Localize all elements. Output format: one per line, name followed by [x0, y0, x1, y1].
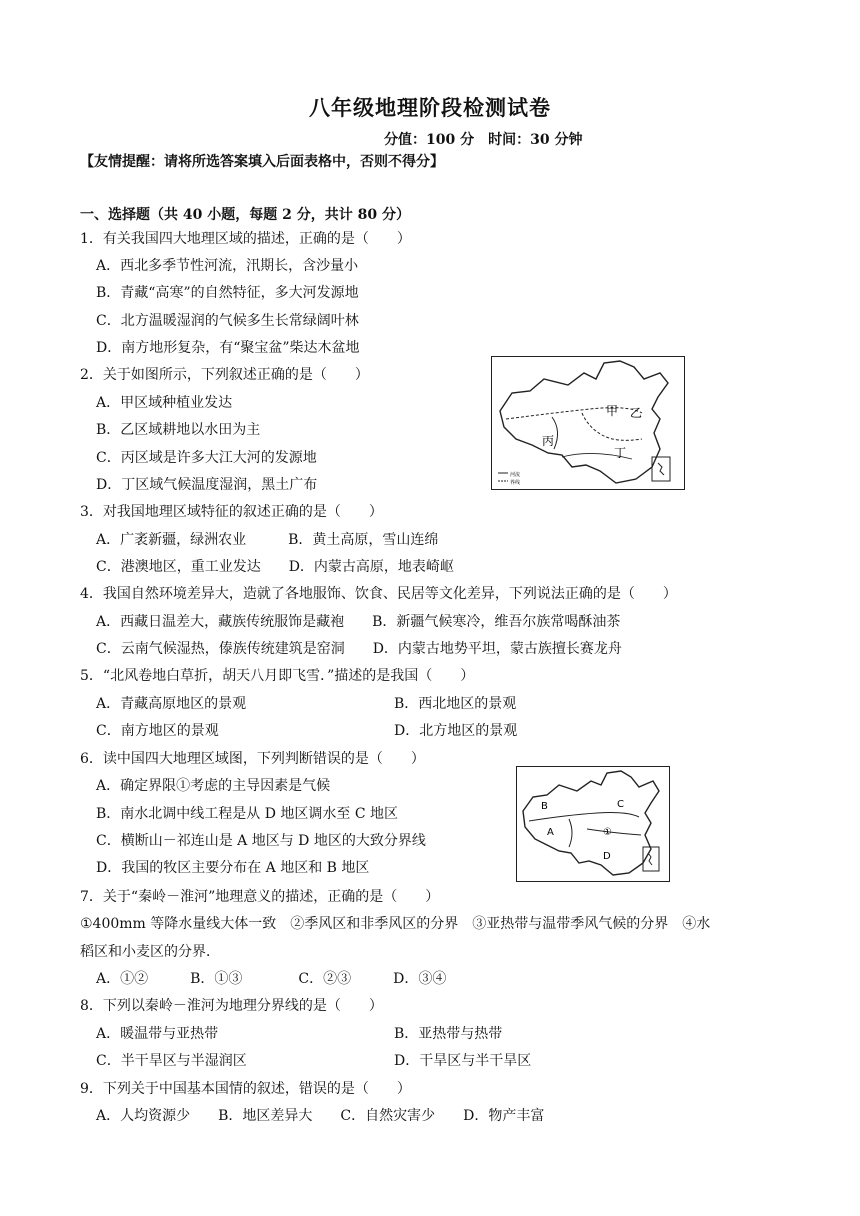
question-3-stem: 3．对我国地理区域特征的叙述正确的是（ ）: [80, 504, 383, 520]
question-6-stem: 6．读中国四大地理区域图，下列判断错误的是（ ）: [80, 751, 425, 767]
question-5-option-a: A．青藏高原地区的景观: [96, 696, 247, 712]
question-5-option-b: B．西北地区的景观: [394, 696, 517, 712]
question-1-option-a: A．西北多季节性河流，汛期长，含沙量小: [96, 258, 359, 274]
question-3-options-ab: A．广袤新疆，绿洲农业 B．黄土高原，雪山连绵: [96, 532, 439, 548]
map2-label-d: D: [603, 851, 611, 862]
map2-label-c: C: [617, 799, 624, 810]
question-5-option-d: D．北方地区的景观: [394, 723, 518, 739]
reminder-note: 【友情提醒：请将所选答案填入后面表格中，否则不得分】: [80, 154, 444, 170]
question-1-stem: 1．有关我国四大地理区域的描述，正确的是（ ）: [80, 231, 411, 247]
question-6-option-d: D．我国的牧区主要分布在 A 地区和 B 地区: [96, 860, 370, 876]
question-1-option-d: D．南方地形复杂，有“聚宝盆”柴达木盆地: [96, 340, 360, 356]
question-7-options: A．①② B．①③ C．②③ D．③④: [96, 971, 447, 987]
china-regions-map-1: [491, 356, 685, 490]
question-2-option-d: D．丁区域气候温度湿润，黑土广布: [96, 477, 318, 493]
question-8-stem: 8．下列以秦岭－淮河为地理分界线的是（ ）: [80, 998, 383, 1014]
question-9-stem: 9．下列关于中国基本国情的叙述，错误的是（ ）: [80, 1081, 411, 1097]
map1-legend-river: 河流: [510, 472, 521, 478]
question-4-stem: 4．我国自然环境差异大，造就了各地服饰、饮食、民居等文化差异，下列说法正确的是（ ）: [80, 586, 677, 602]
question-4-options-ab: A．西藏日温差大，藏族传统服饰是藏袍 B．新疆气候寒冷，维吾尔族常喝酥油茶: [96, 614, 621, 630]
question-5-option-c: C．南方地区的景观: [96, 723, 219, 739]
map1-label-yi: 乙: [630, 406, 643, 420]
score-time-info: 分值：100 分 时间：30 分钟: [384, 132, 583, 148]
map1-legend-boundary: 界线: [510, 480, 521, 486]
question-7-statements-line-2: 稻区和小麦区的分界．: [80, 944, 220, 960]
question-4-options-cd: C．云南气候湿热，傣族传统建筑是窑洞 D．内蒙古地势平坦，蒙古族擅长赛龙舟: [96, 641, 622, 657]
china-regions-map-2: [516, 766, 670, 882]
question-8-option-a: A．暖温带与亚热带: [96, 1026, 219, 1042]
question-3-options-cd: C．港澳地区，重工业发达 D．内蒙古高原，地表崎岖: [96, 559, 454, 575]
question-6-option-b: B．南水北调中线工程是从 D 地区调水至 C 地区: [96, 806, 399, 822]
question-7-stem: 7．关于“秦岭－淮河”地理意义的描述，正确的是（ ）: [80, 889, 440, 905]
question-8-option-d: D．干旱区与半干旱区: [394, 1053, 532, 1069]
map2-label-1: ①: [603, 827, 612, 838]
map1-label-ding: 丁: [614, 446, 627, 460]
map1-label-bing: 丙: [542, 434, 555, 448]
question-5-stem: 5．“北风卷地白草折，胡天八月即飞雪．”描述的是我国（ ）: [80, 668, 475, 684]
question-2-option-b: B．乙区域耕地以水田为主: [96, 422, 261, 438]
map2-label-b: B: [541, 801, 548, 812]
section-heading: 一、选择题（共 40 小题，每题 2 分，共计 80 分）: [80, 207, 410, 223]
question-2-option-a: A．甲区域种植业发达: [96, 395, 233, 411]
question-2-stem: 2．关于如图所示，下列叙述正确的是（ ）: [80, 367, 369, 383]
page-title: 八年级地理阶段检测试卷: [309, 95, 551, 120]
question-8-option-b: B．亚热带与热带: [394, 1026, 503, 1042]
question-9-options: A．人均资源少 B．地区差异大 C．自然灾害少 D．物产丰富: [96, 1108, 545, 1124]
question-8-option-c: C．半干旱区与半湿润区: [96, 1053, 247, 1069]
question-7-statements-line-1: ①400mm 等降水量线大体一致 ②季风区和非季风区的分界 ③亚热带与温带季风气候的分界 ④水: [80, 916, 711, 932]
map1-label-jia: 甲: [606, 404, 619, 418]
question-1-option-c: C．北方温暖湿润的气候多生长常绿阔叶林: [96, 313, 359, 329]
question-1-option-b: B．青藏“高寒”的自然特征，多大河发源地: [96, 285, 359, 301]
question-6-option-c: C．横断山－祁连山是 A 地区与 D 地区的大致分界线: [96, 833, 426, 849]
question-6-option-a: A．确定界限①考虑的主导因素是气候: [96, 778, 331, 794]
map2-label-a: A: [547, 827, 554, 838]
question-2-option-c: C．丙区域是许多大江大河的发源地: [96, 450, 317, 466]
